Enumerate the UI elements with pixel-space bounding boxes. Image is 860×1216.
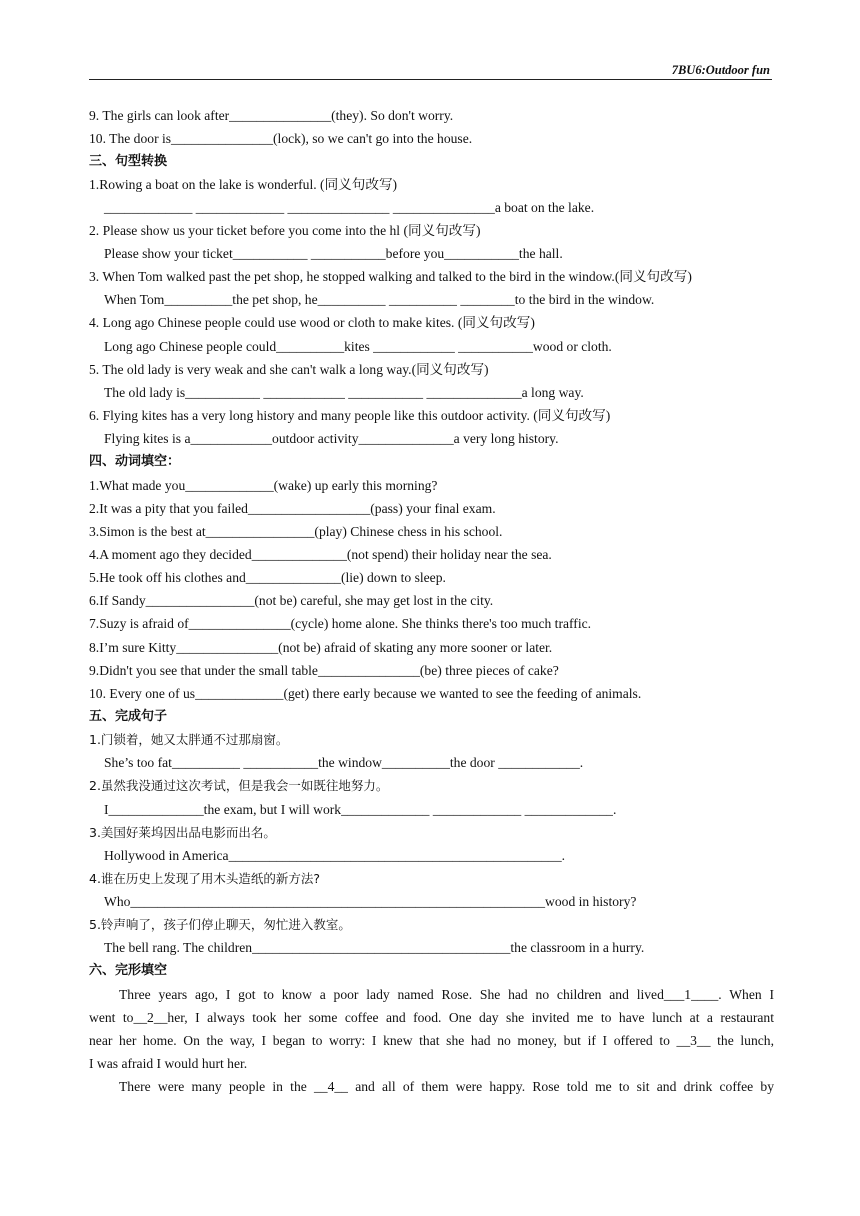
text-line: 6. Flying kites has a very long history and many people like this outdoor activity. (同义句改写): [89, 408, 611, 423]
text-line: I was afraid I would hurt her.: [89, 1056, 248, 1071]
text-line: Please show your ticket___________ ___________before you___________the hall.: [104, 246, 563, 261]
text-line: 1.Rowing a boat on the lake is wonderful. (同义句改写): [89, 177, 398, 192]
text-line: 4.谁在历史上发现了用木头造纸的新方法?: [89, 871, 321, 886]
text-line: _____________ _____________ _______________ _______________a boat on the lake.: [104, 200, 595, 215]
text-line: Flying kites is a____________outdoor activity______________a very long history.: [104, 431, 559, 446]
text-line: 2.It was a pity that you failed__________________(pass) your final exam.: [89, 501, 496, 516]
text-line: near her home. On the way, I began to worry: I knew that she had no money, but if I offered to __3__ the lunch,: [89, 1033, 774, 1048]
text-line: When Tom__________the pet shop, he__________ __________ ________to the bird in the window.: [104, 292, 655, 307]
text-line: There were many people in the __4__ and all of them were happy. Rose told me to sit and drink coffee by: [119, 1079, 774, 1094]
text-line: Who_____________________________________________________________wood in history?: [104, 894, 637, 909]
text-line: I______________the exam, but I will work_____________ _____________ _____________.: [104, 802, 617, 817]
text-line: Hollywood in America_________________________________________________.: [104, 848, 566, 863]
text-line: 8.I’m sure Kitty_______________(not be) afraid of skating any more sooner or later.: [89, 640, 553, 655]
text-line: She’s too fat__________ ___________the window__________the door ____________.: [104, 755, 584, 770]
text-line: The old lady is___________ ____________ ___________ ______________a long way.: [104, 385, 584, 400]
text-line: 9.Didn't you see that under the small table_______________(be) three pieces of cake?: [89, 663, 559, 678]
header-rule: [89, 79, 772, 80]
section-heading: 三、句型转换: [89, 154, 168, 169]
text-line: 5.铃声响了，孩子们停止聊天，匆忙进入教室。: [89, 917, 351, 932]
section-heading: 五、完成句子: [89, 709, 168, 724]
text-line: The bell rang. The children______________________________________the classroom in a hurry.: [104, 940, 645, 955]
text-line: 4.A moment ago they decided______________(not spend) their holiday near the sea.: [89, 547, 552, 562]
text-line: 10. The door is_______________(lock), so we can't go into the house.: [89, 131, 473, 146]
header-title: 7BU6:Outdoor fun: [671, 63, 770, 77]
text-line: 4. Long ago Chinese people could use wood or cloth to make kites. (同义句改写): [89, 315, 535, 330]
text-line: Long ago Chinese people could__________kites ____________ ___________wood or cloth.: [104, 339, 612, 354]
text-line: 9. The girls can look after_______________(they). So don't worry.: [89, 108, 454, 123]
text-line: 1.What made you_____________(wake) up early this morning?: [89, 478, 438, 493]
text-line: 3. When Tom walked past the pet shop, he stopped walking and talked to the bird in the window.(同义句改写): [89, 269, 692, 284]
text-line: 6.If Sandy________________(not be) careful, she may get lost in the city.: [89, 593, 494, 608]
text-line: 2.虽然我没通过这次考试，但是我会一如既往地努力。: [89, 778, 389, 793]
text-line: 7.Suzy is afraid of_______________(cycle) home alone. She thinks there's too much traffic.: [89, 616, 592, 631]
text-line: 3.美国好莱坞因出品电影而出名。: [89, 825, 276, 840]
text-line: 2. Please show us your ticket before you come into the hl (同义句改写): [89, 223, 481, 238]
text-line: 1.门锁着，她又太胖通不过那扇窗。: [89, 732, 289, 747]
section-heading: 四、动词填空：: [89, 454, 181, 469]
section-heading: 六、完形填空: [89, 963, 168, 978]
text-line: Three years ago, I got to know a poor lady named Rose. She had no children and lived___1____. When I: [119, 987, 774, 1002]
text-line: 3.Simon is the best at________________(play) Chinese chess in his school.: [89, 524, 503, 539]
text-line: 5.He took off his clothes and______________(lie) down to sleep.: [89, 570, 446, 585]
text-line: went to__2__her, I always took her some coffee and food. One day she invited me to have lunch at a restaurant: [89, 1010, 774, 1025]
text-line: 5. The old lady is very weak and she can't walk a long way.(同义句改写): [89, 362, 489, 377]
text-line: 10. Every one of us_____________(get) there early because we wanted to see the feeding of animals.: [89, 686, 642, 701]
